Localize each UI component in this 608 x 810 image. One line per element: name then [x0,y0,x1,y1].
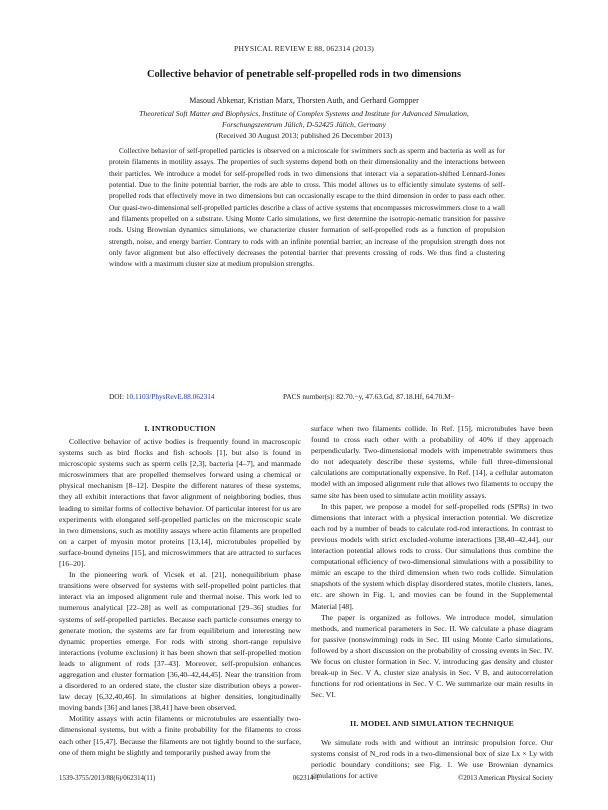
affiliation-line-2: Forschungszentrum Jülich, D-52425 Jülich, Germany [221,120,387,129]
intro-paragraph: surface when two filaments collide. In Ref. [15], microtubules have been found to cross each other with a probability of 40% if they approach perpendicularly. Two-dimensional models with impenetrable swimmers thus do not adequately describe these systems, while full three-dimensional calculations are computationally expensive. In Ref. [14], a cellular automaton model with an imposed alignment rule that allows two filaments to occupy the same site has been used to simulate actin motility assays. [311,424,553,500]
right-column [311,423,553,700]
left-column [59,436,301,758]
footer-page-number: 062314-1 [292,775,320,782]
paper-title: Collective behavior of penetrable self-propelled rods in two dimensions [146,69,462,80]
intro-paragraph: In the pioneering work of Vicsek et al. [21], nonequilibrium phase transitions were observed for systems with self-propelled point particles that interact via an imposed alignment rule and thermal noise. This work led to numerous analytical [22–28] as well as computational [29–36] studies for systems of self-propelled particles. Because each particle consumes energy to generate motion, the systems are far from equilibrium and interesting new dynamic properties emerge. For rods with strong short-range repulsive interactions (volume exclusion) it has been shown that self-propelled motion leads to alignment of rods [37–43]. Moreover, self-propulsion enhances aggregation and cluster formation [36,40–42,44,45]. Near the transition from a disordered to an ordered state, the cluster size distribution obeys a power-law decay [6,32,40,46]. In simulations at higher densities, longitudinally moving bands [36] and lanes [38,41] have been observed. [59,570,301,713]
intro-paragraph: In this paper, we propose a model for self-propelled rods (SPRs) in two dimensions that interact with a physical interaction potential. We discretize each rod by a number of beads to calculate rod-rod interactions. In contrast to previous models with strict excluded-volume interactions [38,40–42,44], our interaction potential allows rods to cross. Our simulations thus combine the computational efficiency of two-dimensional simulations with a possibility to mimic an escape to the third dimension when two rods collide. Simulation snapshots of the system which display disordered states, motile clusters, lanes, etc. are shown in Fig. 1, and movies can be found in the Supplemental Material [48]. [311,501,553,611]
intro-paragraph: Motility assays with actin filaments or microtubules are essentially two-dimensional systems, but with a finite probability for the filaments to cross each other [15,47]. Because the filaments are not tightly bound to the surface, one of them might be slightly and temporarily pushed away from the [59,714,301,757]
intro-paragraph: Collective behavior of active bodies is frequently found in macroscopic systems such as bird flocks and fish schools [1], but also is found in microscopic systems such as sperm cells [2,3], bacteria [4–7], and manmade microswimmers that are propelled themselves forward using a chemical or physical mechanism [8–12]. Despite the different natures of these systems, they all exhibit interactions that favor alignment of neighboring bodies, thus leading to similar forms of collective behavior. Of particular interest for us are experiments with elongated self-propelled particles on the microscopic scale in two dimensions, such as motility assays where actin filaments are propelled on a carpet of myosin motor proteins [13,14], microtubules propelled by surface-bound dyneins [15], and microswimmers that are attracted to surfaces [16–20]. [59,437,301,569]
author-list: Masoud Abkenar, Kristian Marx, Thorsten Auth, and Gerhard Gompper [189,96,419,105]
intro-paragraph: The paper is organized as follows. We introduce model, simulation methods, and numerical parameters in Sec. II. We calculate a phase diagram for passive (nonswimming) rods in Sec. III using Monte Carlo simulations, followed by a short discussion on the probability of crossing events in Sec. IV. We focus on cluster formation in Sec. V, introducing gas density and cluster break-up in Sec. V A, cluster size analysis in Sec. V B, and autocorrelation functions for rod orientations in Sec. V C. We summarize our main results in Sec. VI. [311,612,553,700]
doi-pacs-line [109,392,505,401]
running-head: PHYSICAL REVIEW E 88, 062314 (2013) [234,44,374,53]
footer-copyright: ©2013 American Physical Society [458,775,553,782]
pacs-numbers: PACS number(s): 82.70.−y, 47.63.Gd, 87.18.Hf, 64.70.M− [283,392,455,401]
abstract: Collective behavior of self-propelled particles is observed on a microscale for swimmers such as sperm and bacteria as well as for protein filaments in motility assays. The properties of such systems depend both on their dimensionality and the interactions between their particles. We introduce a model for self-propelled rods in two dimensions that interact via a separation-shifted Lennard-Jones potential. Due to the finite potential barrier, the rods are able to cross. This model allows us to efficiently simulate systems of self-propelled rods that effectively move in two dimensions but can occasionally escape to the third dimension in order to pass each other. Our quasi-two-dimensional self-propelled particles describe a class of active systems that encompasses microswimmers close to a wall and filaments propelled on a substrate. Using Monte Carlo simulations, we first determine the isotropic-nematic transition for passive rods. Using Brownian dynamics simulations, we characterize cluster formation of self-propelled rods as a function of propulsion strength, noise, and energy barrier. Contrary to rods with an infinite potential barrier, an increase of the propulsion strength does not only favor alignment but also effectively decreases the potential barrier that prevents crossing of rods. We thus find a clustering window with a maximum cluster size at medium propulsion strengths. [109,146,505,269]
affiliation-line-1: Theoretical Soft Matter and Biophysics, Institute of Complex Systems and Institute for Advanced Simulation, [139,109,469,118]
doi-link[interactable]: 10.1103/PhysRevE.88.062314 [125,392,215,401]
section-heading-introduction: I. INTRODUCTION [144,424,216,433]
model-paragraph: We simulate rods with and without an intrinsic propulsion force. Our systems consist of N_rod rods in a two-dimensional box of size Lx × Ly with periodic boundary conditions; see Fig. 1. We use Brownian dynamics simulations for active [311,738,553,781]
publication-dates: (Received 30 August 2013; published 26 December 2013) [215,131,393,140]
doi-label: DOI: [109,392,124,401]
footer-issn: 1539-3755/2013/88(6)/062314(11) [59,775,156,782]
section-heading-model: II. MODEL AND SIMULATION TECHNIQUE [350,719,514,728]
